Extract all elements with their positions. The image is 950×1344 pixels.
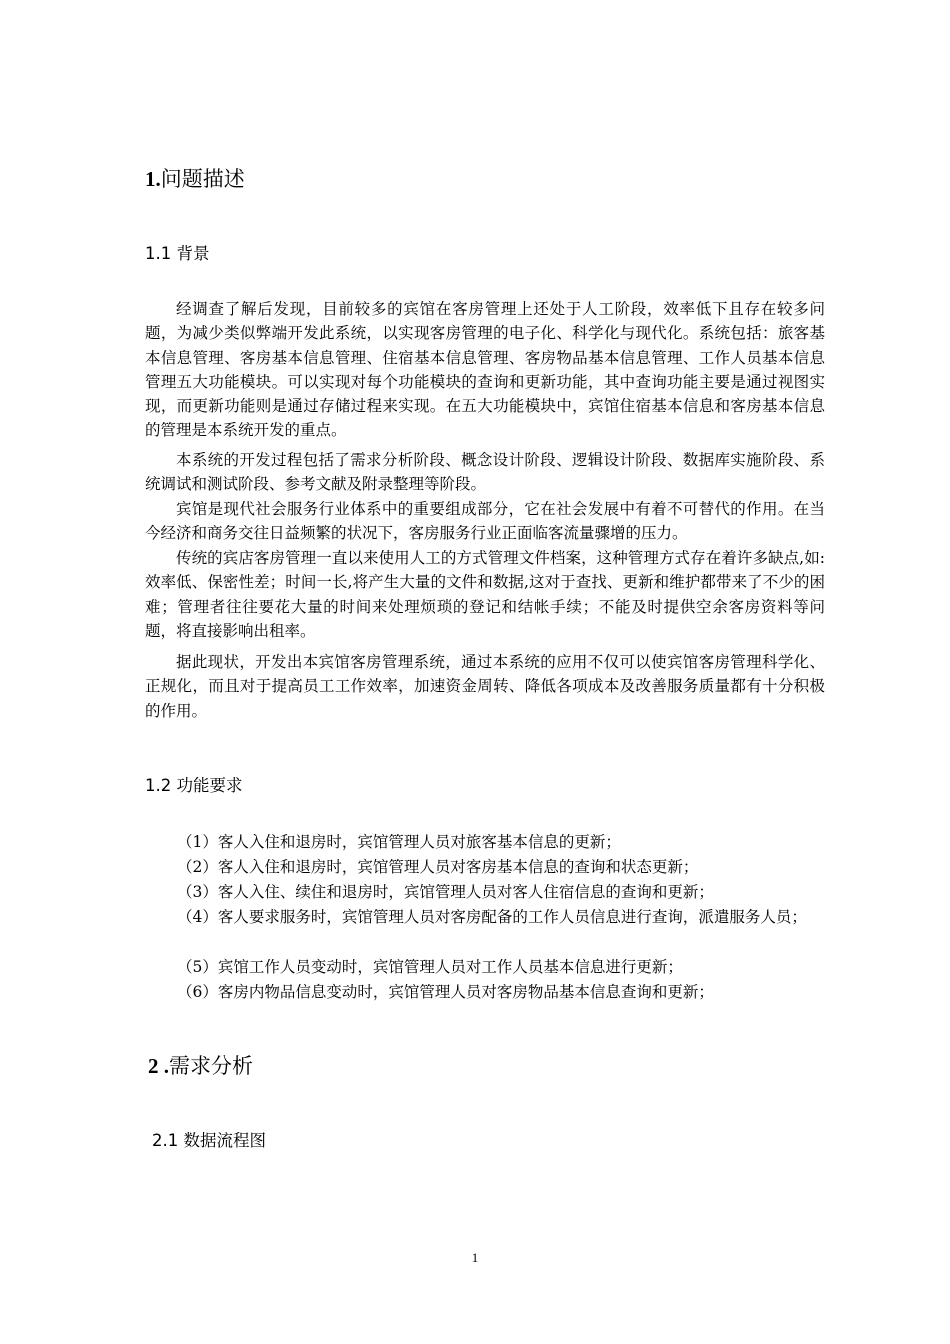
background-paragraph-3: 宾馆是现代社会服务行业体系中的重要组成部分，它在社会发展中有着不可替代的作用。在当今经济和商务交往日益频繁的状况下，客房服务行业正面临客流量骤增的压力。	[145, 500, 825, 543]
section-title: 问题描述	[160, 167, 245, 191]
background-paragraph-2: 本系统的开发过程包括了需求分析阶段、概念设计阶段、逻辑设计阶段、数据库实施阶段、系统调试和测试阶段、参考文献及附录整理等阶段。	[145, 451, 825, 494]
background-paragraph-4: 传统的宾店客房管理一直以来使用人工的方式管理文件档案，这种管理方式存在着许多缺点,如:效率低、保密性差；时间一长,将产生大量的文件和数据,这对于查找、更新和维护都带来了不少的困难；管理者往往要花大量的时间来处理烦琐的登记和结帐手续；不能及时提供空余客房资料等问题，将直接影响出租率。	[145, 549, 825, 640]
requirement-item-2: （2）客人入住和退房时，宾馆管理人员对客房基本信息的查询和状态更新；	[177, 858, 699, 876]
background-paragraph-1: 经调查了解后发现，目前较多的宾馆在客房管理上还处于人工阶段，效率低下且存在较多问题，为减少类似弊端开发此系统，以实现客房管理的电子化、科学化与现代化。系统包括：旅客基本信息管理、客房基本信息管理、住宿基本信息管理、客房物品基本信息管理、工作人员基本信息管理五大功能模块。可以实现对每个功能模块的查询和更新功能，其中查询功能主要是通过视图实现，而更新功能则是通过存储过程来实现。在五大功能模块中，宾馆住宿基本信息和客房基本信息的管理是本系统开发的重点。	[145, 300, 825, 440]
section-number: 2 .	[148, 1054, 169, 1078]
section-number: 1.	[145, 167, 161, 191]
section-heading-1	[145, 166, 245, 192]
page-number: 1	[471, 1250, 479, 1265]
background-paragraph-5: 据此现状，开发出本宾馆客房管理系统，通过本系统的应用不仅可以使宾馆客房管理科学化、正规化，而且对于提高员工工作效率，加速资金周转、降低各项成本及改善服务质量都有十分积极的作用。	[145, 653, 825, 720]
subsection-heading-background: 1.1 背景	[145, 244, 210, 263]
requirement-item-4: （4）客人要求服务时，宾馆管理人员对客房配备的工作人员信息进行查询，派遣服务人员；	[177, 908, 807, 926]
section-heading-2	[148, 1053, 253, 1079]
section-title: 需求分析	[169, 1054, 253, 1078]
requirement-item-1: （1）客人入住和退房时，宾馆管理人员对旅客基本信息的更新；	[177, 833, 621, 851]
requirement-item-3: （3）客人入住、续住和退房时，宾馆管理人员对客人住宿信息的查询和更新；	[177, 883, 714, 901]
requirement-item-5: （5）宾馆工作人员变动时，宾馆管理人员对工作人员基本信息进行更新；	[177, 958, 683, 976]
subsection-heading-requirements: 1.2 功能要求	[145, 776, 243, 795]
requirement-item-6: （6）客房内物品信息变动时，宾馆管理人员对客房物品基本信息查询和更新；	[177, 983, 714, 1001]
subsection-heading-dataflow: 2.1 数据流程图	[152, 1131, 266, 1150]
